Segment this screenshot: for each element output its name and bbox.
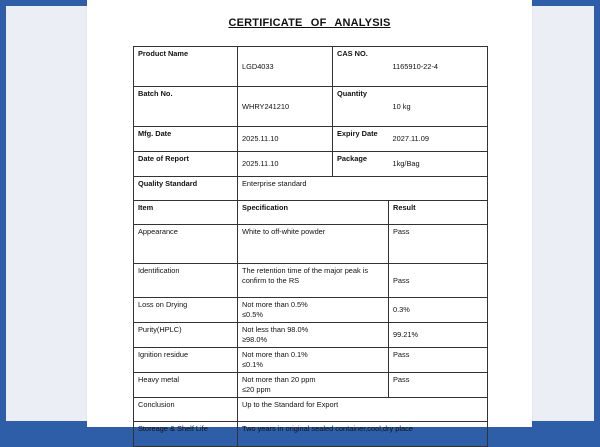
- standard-value: Enterprise standard: [238, 177, 488, 201]
- test-spec: [238, 373, 389, 398]
- test-spec-line: White to off-white powder: [242, 227, 326, 236]
- quantity-value: 10 kg: [389, 87, 488, 127]
- test-row: [134, 323, 488, 348]
- test-spec-line: Not more than 20 ppm: [242, 375, 316, 384]
- report-value: 2025.11.10: [238, 152, 333, 177]
- row-batch: [134, 87, 488, 127]
- test-row: [134, 373, 488, 398]
- batch-label: Batch No.: [134, 87, 238, 127]
- product-name-value: LGD4033: [238, 47, 333, 87]
- test-result: Pass: [389, 373, 488, 398]
- test-spec: [238, 225, 389, 264]
- batch-value: WHRY241210: [238, 87, 333, 127]
- test-spec-line: The retention time of the major peak is: [242, 266, 369, 275]
- item-header: Item: [134, 201, 238, 225]
- test-item: Identification: [134, 264, 238, 298]
- expiry-label: Expiry Date: [333, 127, 389, 152]
- test-row: [134, 264, 488, 298]
- test-spec-line: Not more than 0.5%: [242, 300, 308, 309]
- test-row: [134, 225, 488, 264]
- document-title: CERTIFICATE OF ANALYSIS: [228, 17, 391, 29]
- test-spec-line: Not more than 0.1%: [242, 350, 308, 359]
- cas-label: CAS NO.: [333, 47, 389, 87]
- coa-table: [133, 46, 488, 447]
- expiry-value: 2027.11.09: [389, 127, 488, 152]
- row-mfg: [134, 127, 488, 152]
- test-item: Heavy metal: [134, 373, 238, 398]
- test-item: Appearance: [134, 225, 238, 264]
- test-spec: [238, 298, 389, 323]
- test-result: Pass: [389, 264, 488, 298]
- storage-label: Storeage & Shelf Life: [134, 422, 238, 447]
- test-result: 0.3%: [389, 298, 488, 323]
- test-result: Pass: [389, 225, 488, 264]
- storage-value: Two years in original sealed container,cool,dry place: [238, 422, 488, 447]
- package-label: Package: [333, 152, 389, 177]
- conclusion-row: [134, 398, 488, 422]
- mfg-label: Mfg. Date: [134, 127, 238, 152]
- test-spec-line: ≤0.5%: [242, 310, 263, 319]
- mfg-value: 2025.11.10: [238, 127, 333, 152]
- standard-label: Quality Standard: [134, 177, 238, 201]
- conclusion-value: Up to the Standard for Export: [238, 398, 488, 422]
- row-report: [134, 152, 488, 177]
- test-spec-line: Not less than 98.0%: [242, 325, 309, 334]
- row-standard: [134, 177, 488, 201]
- package-value: 1kg/Bag: [389, 152, 488, 177]
- test-item: Ignition residue: [134, 348, 238, 373]
- test-spec-line: confirm to the RS: [242, 276, 300, 285]
- row-product: [134, 47, 488, 87]
- test-spec-line: ≤0.1%: [242, 360, 263, 369]
- tests-header-row: [134, 201, 488, 225]
- certificate-page: [87, 0, 532, 433]
- test-spec-line: ≤20 ppm: [242, 385, 271, 394]
- report-label: Date of Report: [134, 152, 238, 177]
- spec-header: Specification: [238, 201, 389, 225]
- test-item: Purity(HPLC): [134, 323, 238, 348]
- test-row: [134, 348, 488, 373]
- test-result: Pass: [389, 348, 488, 373]
- test-result: 99.21%: [389, 323, 488, 348]
- test-spec: [238, 348, 389, 373]
- test-spec-line: ≥98.0%: [242, 335, 268, 344]
- test-spec: [238, 323, 389, 348]
- result-header: Result: [389, 201, 488, 225]
- test-item: Loss on Drying: [134, 298, 238, 323]
- conclusion-label: Conclusion: [134, 398, 238, 422]
- product-name-label: Product Name: [134, 47, 238, 87]
- storage-row: [134, 422, 488, 447]
- test-spec: [238, 264, 389, 298]
- cas-value: 1165910-22-4: [389, 47, 488, 87]
- quantity-label: Quantity: [333, 87, 389, 127]
- test-row: [134, 298, 488, 323]
